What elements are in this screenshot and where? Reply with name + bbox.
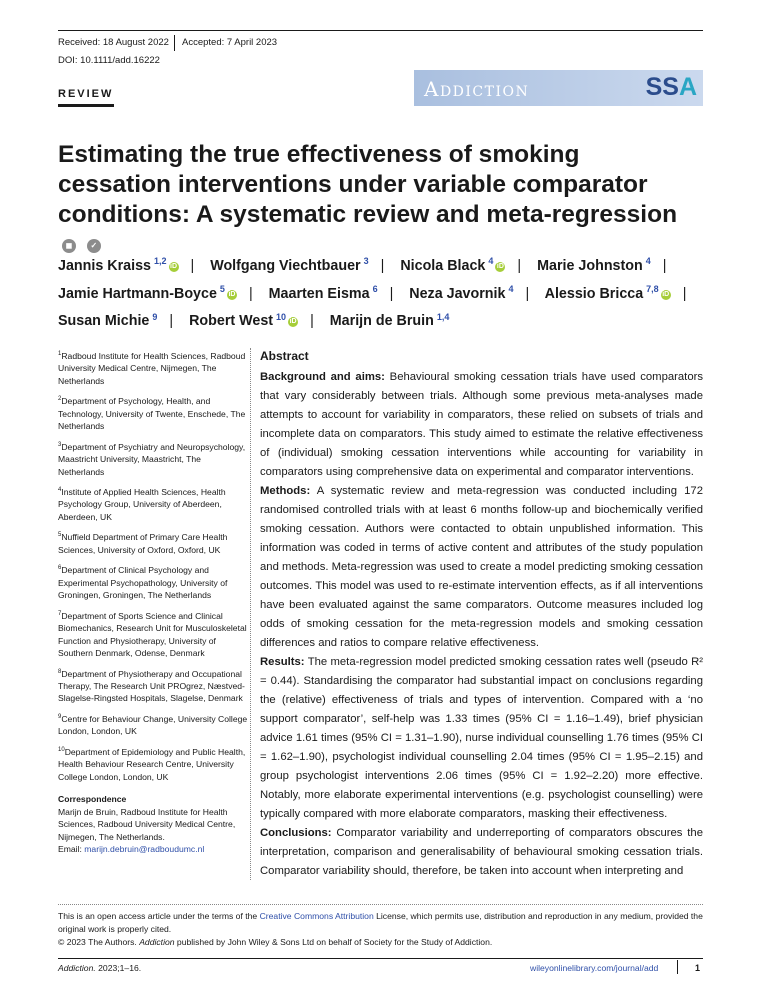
author: Marie Johnston $^4$ <box>537 256 651 274</box>
orcid-icon[interactable]: iD <box>228 290 236 298</box>
author-affiliation-ref[interactable]: 9 <box>152 311 158 322</box>
author-affiliation-ref[interactable]: 1,2 <box>153 256 167 266</box>
abstract-section: Results: The meta-regression model predicted smoking cessation rates well (pseudo R² = 0.44). Standardising the comparator had substantial impact on conclusions regarding the (relative) effectiveness of trials and types of intervention. Compared with a ‘no support comparator’, self-help was 1.33 times (95% CI = 1.16–1.49), brief physician advice 1.61 times (95% CI = 1.31–1.90), nurse individual counselling 1.76 times (95% CI = 1.62–1.90), psychologist individual counselling 2.04 times (95% CI = 1.95–2.15) and group psychologist interventions 2.06 times (95% CI = 1.92–2.20) more effective. Notably, more elaborate experimental interventions (e.g. psychologist counselling) were typically compared with more elaborate comparators, masking their effectiveness. <box>260 656 704 820</box>
author-affiliation-ref[interactable]: 4 <box>488 256 494 266</box>
author-separator: | <box>525 285 530 302</box>
article-title: Estimating the true effectiveness of smoking cessation interventions under variable comparator conditions: A systematic review and meta-regression ◼ ✓ <box>58 140 678 260</box>
author-separator: | <box>310 313 314 330</box>
ssa-logo: SSA <box>645 73 697 101</box>
open-data-badge-icon[interactable]: ◼ <box>62 239 76 253</box>
license-rule <box>58 904 703 905</box>
abstract <box>260 347 703 881</box>
orcid-icon[interactable]: iD <box>662 290 670 298</box>
author: Robert West $^{10}$iD <box>189 311 297 330</box>
abstract-section: Background and aims: Behavioural smoking cessation trials have used comparators that vary considerably between trials. Although some previous meta-analyses made attempts to account for variability in comparators, these relied on subsets of trials and incomplete data on comparators. This study aimed to estimate the relative effectiveness of (individual) smoking cessation interventions while accounting for variability in comparators using comprehensive data on experimental and comparator interventions. <box>260 371 704 478</box>
author-separator: | <box>389 285 394 302</box>
author-separator: | <box>682 285 687 302</box>
orcid-icon[interactable]: iD <box>496 262 504 270</box>
license-text: This is an open access article under the terms of the Creative Commons Attribution License, which permits use, distribution and reproduction in any medium, provided the original work is properly cited. © 2023 The Authors. Addiction published by John Wiley & Sons Ltd on behalf of Society for the Study of Addiction. <box>58 911 703 947</box>
footer-citation: Addiction. 2023;1–16. <box>58 963 142 973</box>
author-affiliation-ref[interactable]: 4 <box>508 283 514 294</box>
correspondence-heading: Correspondence <box>58 794 127 805</box>
orcid-icon[interactable]: iD <box>170 262 177 270</box>
affiliation: $^8$Department of Physiotherapy and Occupational Therapy, The Research Unit PROgrez, Næstved-Slagelse-Ringsted Hospitals, Slagelse, Denmark <box>58 668 245 704</box>
author-separator: | <box>190 257 195 274</box>
journal-name: Addiction <box>424 77 530 101</box>
author-affiliation-ref[interactable]: 7,8 <box>646 283 659 294</box>
journal-url-link[interactable]: wileyonlinelibrary.com/journal/add <box>530 963 659 973</box>
preregistered-badge-icon[interactable]: ✓ <box>87 239 101 253</box>
abstract-section: Methods: A systematic review and meta-regression was conducted including 172 randomised controlled trials with at least 6 months follow-up and biochemically verified smoking cessation. Authors were contacted to obtain unpublished information. This information was coded in terms of active content and attributes of the study population and methods. Meta-regression was used to create a model predicting smoking cessation outcomes. This model was used to re-estimate intervention effects, as if all interventions have been evaluated against the same comparators. Outcome measures included log odds of smoking cessation for the meta-regression models and smoking cessation differences and ratios to compare relative effectiveness. <box>260 485 703 649</box>
author-affiliation-ref[interactable]: 4 <box>645 256 651 266</box>
author: Maarten Eisma $^6$ <box>268 283 378 302</box>
orcid-icon[interactable]: iD <box>289 318 297 326</box>
affiliation: $^4$Institute of Applied Health Sciences, Health Psychology Group, University of Aberdeen, Aberdeen, UK <box>58 486 226 522</box>
abstract-heading: Abstract <box>260 349 309 363</box>
affiliation: $^1$Radboud Institute for Health Sciences, Radboud University Medical Centre, Nijmegen, The Netherlands <box>58 350 246 386</box>
affiliation: $^2$Department of Psychology, Health, and Technology, University of Twente, Enschede, The Netherlands <box>58 396 246 432</box>
header-rule <box>58 30 703 31</box>
author: Susan Michie $^9$ <box>58 311 158 330</box>
correspondence-email: Email: marijn.debruin@radboudumc.nl <box>58 844 205 855</box>
abstract-section: Conclusions: Comparator variability and underreporting of comparators obscures the interpretation, comparison and generalisability of behavioural smoking cessation trials. Comparator variability should, therefore, be taken into account when interpreting and <box>260 827 703 877</box>
section-underline <box>58 104 114 107</box>
section-label: REVIEW <box>58 88 114 100</box>
column-divider <box>250 348 252 880</box>
affiliation: $^5$Nuffield Department of Primary Care Health Sciences, University of Oxford, Oxford, UK <box>58 532 228 555</box>
correspondence-text: Marijn de Bruin, Radboud Institute for Health Sciences, Radboud University Medical Centre, Nijmegen, The Netherlands. <box>58 806 236 842</box>
affiliation: $^3$Department of Psychiatry and Neuropsychology, Maastricht University, Maastricht, The Netherlands <box>58 441 246 477</box>
author-affiliation-ref[interactable]: 5 <box>219 283 225 294</box>
author: Nicola Black $^4$iD <box>400 256 504 274</box>
author-affiliation-ref[interactable]: 6 <box>372 283 378 294</box>
affiliations <box>58 348 248 856</box>
author-affiliation-ref[interactable]: 3 <box>363 256 369 266</box>
author: Marijn de Bruin $^{1,4}$ <box>329 311 450 330</box>
author: Neza Javornik $^4$ <box>409 283 514 302</box>
author-separator: | <box>380 257 385 274</box>
email-link[interactable]: marijn.debruin@radboudumc.nl <box>84 844 205 855</box>
author-affiliation-ref[interactable]: 10 <box>276 311 287 322</box>
author-affiliation-ref[interactable]: 1,4 <box>436 311 450 322</box>
affiliation: $^6$Department of Clinical Psychology and Experimental Psychopathology, University of Groningen, Groningen, The Netherlands <box>58 565 228 601</box>
author: Alessio Bricca $^{7,8}$iD <box>544 283 670 302</box>
author-separator: | <box>517 257 522 274</box>
affiliation: $^{10}$Department of Epidemiology and Public Health, Health Behaviour Research Centre, University College London, London, UK <box>58 746 246 782</box>
author-separator: | <box>662 257 667 274</box>
footer-rule <box>58 958 703 959</box>
author-separator: | <box>169 313 174 330</box>
journal-banner <box>414 70 703 106</box>
author-separator: | <box>248 285 253 302</box>
affiliation: $^9$Centre for Behaviour Change, University College London, London, UK <box>58 713 248 737</box>
doi[interactable]: DOI: 10.1111/add.16222 <box>58 55 160 66</box>
affiliation: $^7$Department of Sports Science and Clinical Biomechanics, Research Unit for Musculoskeletal Function and Physiotherapy, University of Southern Denmark, Odense, Denmark <box>58 610 247 659</box>
author: Wolfgang Viechtbauer $^3$ <box>210 256 369 274</box>
footer-separator <box>677 960 678 974</box>
author-list <box>58 250 708 333</box>
page-number: 1 <box>695 963 701 973</box>
received-date: Received: 18 August 2022 <box>58 37 169 48</box>
author: Jannis Kraiss $^{1,2}$iD <box>58 256 177 274</box>
header-separator <box>174 35 175 51</box>
accepted-date: Accepted: 7 April 2023 <box>182 37 278 48</box>
cc-license-link[interactable]: Creative Commons Attribution <box>259 911 374 921</box>
author: Jamie Hartmann-Boyce $^5$iD <box>58 283 236 302</box>
